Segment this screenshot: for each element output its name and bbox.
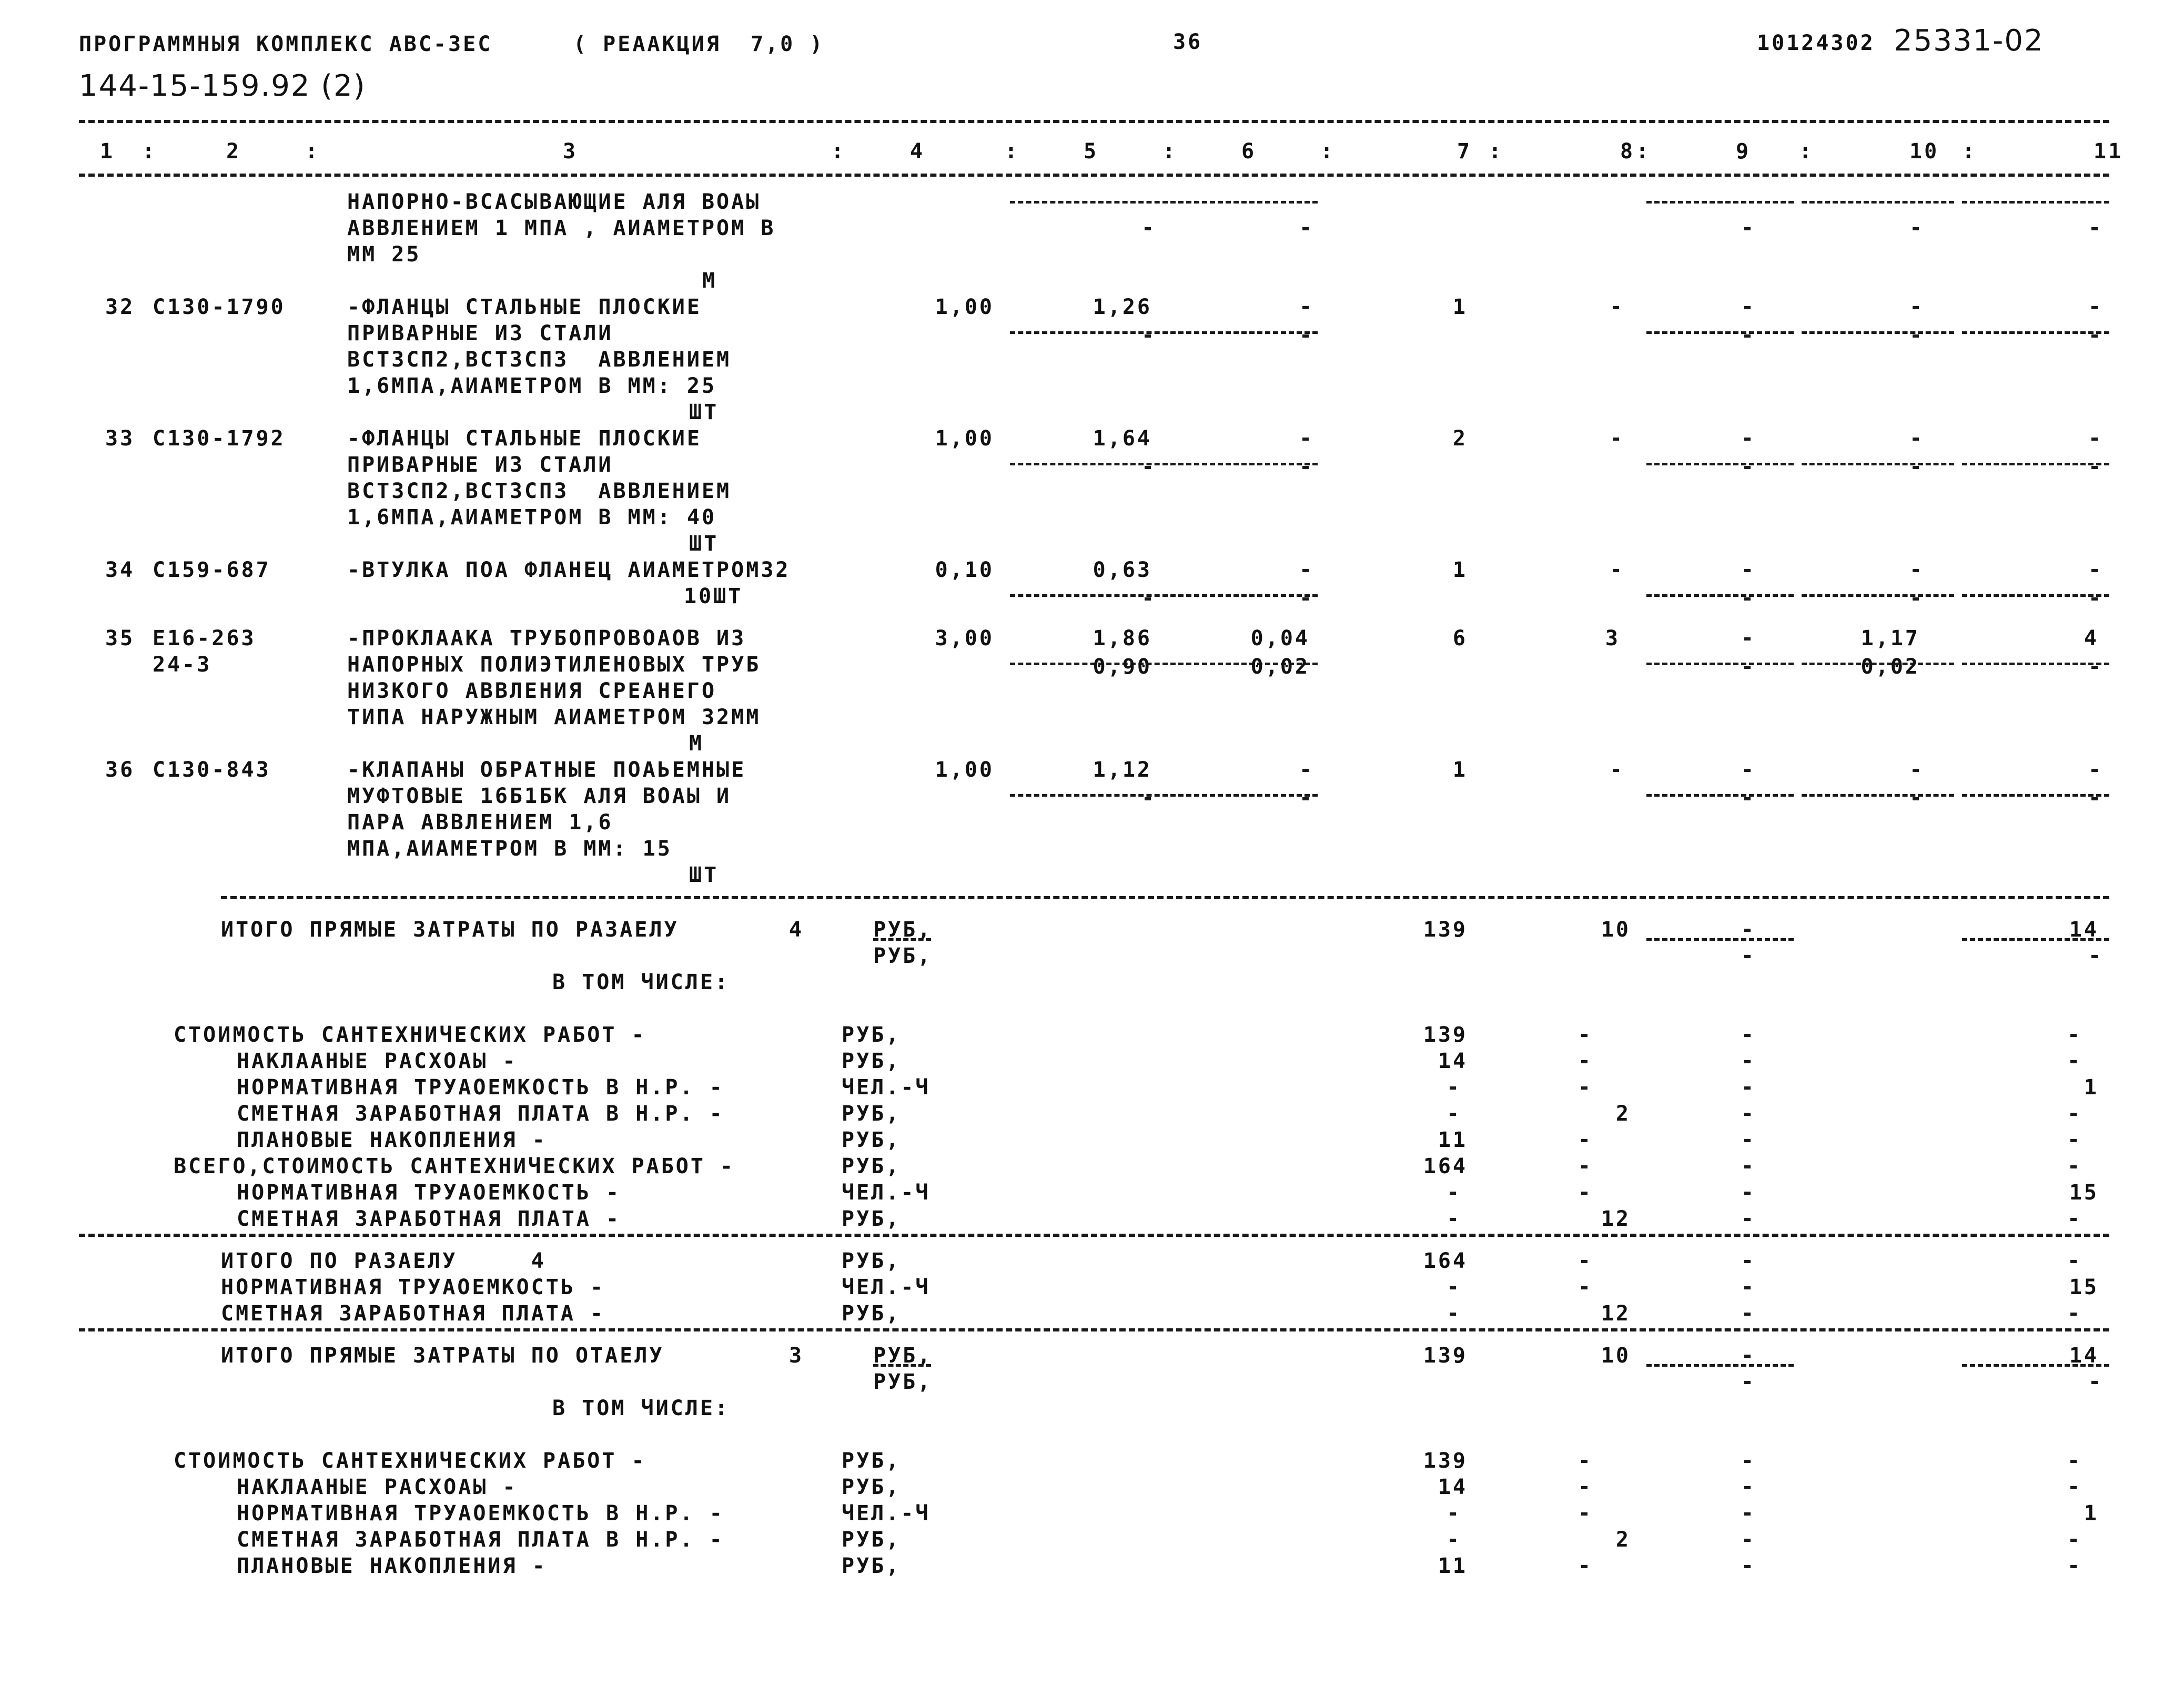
breakdown-row-c8: 2 xyxy=(1615,1102,1631,1126)
empty-value-mark xyxy=(1302,227,1309,230)
item-unit: ШТ xyxy=(689,532,719,556)
item-description-line: ВСТ3СП2,ВСТ3СП3 АВВЛЕНИЕМ xyxy=(347,479,732,503)
subtotal-rule xyxy=(1010,594,1168,597)
subtotal-rule xyxy=(1962,594,2109,597)
empty-value-mark xyxy=(1744,1565,1751,1568)
item-description-line: ВСТ3СП2,ВСТ3СП3 АВВЛЕНИЕМ xyxy=(347,348,732,372)
item-unit-cost: 1,86 xyxy=(1093,626,1152,650)
breakdown-row-label: НОРМАТИВНАЯ ТРУАОЕМКОСТЬ - xyxy=(237,1181,621,1205)
empty-value-mark xyxy=(1744,1260,1751,1263)
empty-value-mark xyxy=(1145,334,1151,338)
breakdown-row-label: НОРМАТИВНАЯ ТРУАОЕМКОСТЬ В Н.Р. - xyxy=(237,1501,724,1526)
breakdown-row-unit: РУБ, xyxy=(842,1475,901,1499)
empty-value-mark xyxy=(1145,797,1151,800)
breakdown-row-unit: РУБ, xyxy=(842,1023,901,1047)
section-total-row-unit: РУБ, xyxy=(842,1302,901,1326)
item-machine-cost: 0,90 xyxy=(1093,655,1152,679)
section-rule xyxy=(79,1328,2109,1331)
empty-value-mark xyxy=(1913,597,1919,601)
page-number: 36 xyxy=(1173,30,1203,54)
breakdown-row-label: СМЕТНАЯ ЗАРАБОТНАЯ ПЛАТА - xyxy=(237,1207,621,1231)
subtotal-rule xyxy=(1802,331,1954,334)
breakdown-row-label: НАКЛААНЫЕ РАСХОАЫ - xyxy=(237,1049,518,1073)
column-separator: : xyxy=(1489,139,1504,164)
breakdown-row-label: ПЛАНОВЫЕ НАКОПЛЕНИЯ - xyxy=(237,1554,547,1578)
subtotal-rule xyxy=(1962,1364,2109,1367)
empty-value-mark xyxy=(1581,1165,1587,1168)
item-description-line: ПРИВАРНЫЕ ИЗ СТАЛИ xyxy=(347,453,613,477)
breakdown-row-unit: ЧЕЛ.-Ч xyxy=(842,1501,931,1526)
column-header-5: 5 xyxy=(1084,139,1099,164)
subtotal-rule xyxy=(1802,201,1954,204)
column-header-2: 2 xyxy=(226,139,241,164)
empty-value-mark xyxy=(1913,438,1919,441)
empty-value-mark xyxy=(1744,1218,1751,1221)
handwritten-code: 25331-02 xyxy=(1894,24,2044,58)
empty-value-mark xyxy=(2070,1034,2077,1037)
item-unit-cost: 1,64 xyxy=(1093,426,1152,451)
column-separator: : xyxy=(305,139,320,164)
empty-value-mark xyxy=(1744,1313,1751,1316)
empty-value-mark xyxy=(1744,1355,1751,1358)
item-number: 33 xyxy=(105,426,135,451)
item-unit-cost: 1,12 xyxy=(1093,758,1152,782)
breakdown-row-unit: РУБ, xyxy=(842,1049,901,1073)
empty-value-mark xyxy=(1581,1512,1587,1516)
empty-value-mark xyxy=(2091,569,2098,572)
empty-value-mark xyxy=(1581,1260,1587,1263)
empty-value-mark xyxy=(1613,769,1619,772)
subtotal-rule xyxy=(1646,331,1794,334)
empty-value-mark xyxy=(1744,334,1751,338)
empty-value-mark xyxy=(1744,1486,1751,1489)
empty-value-mark xyxy=(2091,438,2098,441)
breakdown-row-unit: РУБ, xyxy=(842,1128,901,1152)
subtotal-rule xyxy=(1170,794,1318,797)
subtotal-rule xyxy=(1802,794,1954,797)
item-code: С159-687 xyxy=(153,558,271,582)
carry-over-line: АВВЛЕНИЕМ 1 МПА , АИАМЕТРОМ В xyxy=(347,216,776,240)
item-quantity: 1,00 xyxy=(935,758,994,782)
empty-value-mark xyxy=(1581,1060,1587,1063)
subtotal-rule xyxy=(1962,463,2109,465)
section-total-row-label: ИТОГО ПО РАЗАЕЛУ 4 xyxy=(221,1249,546,1273)
subtotal-rule xyxy=(1010,331,1168,334)
item-unit: ШТ xyxy=(689,400,719,424)
empty-value-mark xyxy=(2070,1139,2077,1142)
item-code: Е16-263 xyxy=(153,626,256,650)
breakdown-row-label: СТОИМОСТЬ САНТЕХНИЧЕСКИХ РАБОТ - xyxy=(174,1449,646,1473)
subtotal-rule xyxy=(1646,594,1794,597)
item-quantity: 0,10 xyxy=(935,558,994,582)
empty-value-mark xyxy=(1744,1086,1751,1090)
empty-value-mark xyxy=(2091,227,2098,230)
empty-value-mark xyxy=(2091,797,2098,800)
empty-value-mark xyxy=(1744,1165,1751,1168)
empty-value-mark xyxy=(2070,1060,2077,1063)
empty-value-mark xyxy=(1913,569,1919,572)
item-description-line: -КЛАПАНЫ ОБРАТНЫЕ ПОАЬЕМНЫЕ xyxy=(347,758,746,782)
item-description-line: ТИПА НАРУЖНЫМ АИАМЕТРОМ 32ММ xyxy=(347,705,761,729)
empty-value-mark xyxy=(1913,227,1919,230)
dept-direct-total-label: ИТОГО ПРЯМЫЕ ЗАТРАТЫ ПО ОТАЕЛУ xyxy=(221,1344,664,1368)
breakdown-row-c8: 2 xyxy=(1615,1528,1631,1552)
empty-value-mark xyxy=(2091,955,2098,958)
subtotal-rule xyxy=(1962,663,2109,665)
column-header-4: 4 xyxy=(910,139,925,164)
subtotal-rule xyxy=(1170,331,1318,334)
item-machine-wage: 0,02 xyxy=(1250,655,1310,679)
subtotal-rule xyxy=(1646,463,1794,465)
empty-value-mark xyxy=(1613,438,1619,441)
empty-value-mark xyxy=(2091,334,2098,338)
empty-value-mark xyxy=(1744,769,1751,772)
document-reference: 144-15-159.92 (2) xyxy=(79,69,366,103)
empty-value-mark xyxy=(2070,1539,2077,1542)
column-separator: : xyxy=(1799,139,1814,164)
item-number: 35 xyxy=(105,626,135,650)
section-direct-total-label: ИТОГО ПРЯМЫЕ ЗАТРАТЫ ПО РАЗАЕЛУ xyxy=(221,918,679,942)
breakdown-row-unit: РУБ, xyxy=(842,1528,901,1552)
unit-rule xyxy=(873,938,931,941)
empty-value-mark xyxy=(1744,1192,1751,1195)
item-description-line: 1,6МПА,АИАМЕТРОМ В ММ: 25 xyxy=(347,374,717,398)
item-unit: ШТ xyxy=(689,863,719,887)
column-separator: : xyxy=(1962,139,1977,164)
subtotal-rule xyxy=(1010,463,1168,465)
breakdown-row-unit: ЧЕЛ.-Ч xyxy=(842,1075,931,1100)
section-total-row-c11: 15 xyxy=(2069,1275,2099,1299)
empty-value-mark xyxy=(2070,1260,2077,1263)
carry-over-line: ММ 25 xyxy=(347,242,421,267)
section-rule xyxy=(221,896,2109,899)
header-rule-bottom xyxy=(79,174,2109,177)
empty-value-mark xyxy=(2091,597,2098,601)
empty-value-mark xyxy=(1913,769,1919,772)
item-number: 34 xyxy=(105,558,135,582)
subtotal-rule xyxy=(1010,794,1168,797)
empty-value-mark xyxy=(2091,1381,2098,1384)
subtotal-rule xyxy=(1646,1364,1794,1367)
item-unit-cost: 1,26 xyxy=(1093,295,1152,319)
section-direct-total-c8: 10 xyxy=(1601,918,1631,942)
empty-value-mark xyxy=(1913,334,1919,338)
empty-value-mark xyxy=(2091,306,2098,309)
empty-value-mark xyxy=(1581,1486,1587,1489)
item-unit: М xyxy=(689,731,704,756)
section-direct-total-unit-2: РУБ, xyxy=(873,944,933,968)
empty-value-mark xyxy=(1581,1460,1587,1463)
column-header-7: 7 xyxy=(1457,139,1472,164)
printed-code: 10124302 xyxy=(1757,31,1875,55)
section-total-row-c8: 12 xyxy=(1601,1302,1631,1326)
item-col10: 1,17 xyxy=(1860,626,1920,650)
section-direct-total-unit: РУБ, xyxy=(873,918,933,942)
breakdown-row-unit: РУБ, xyxy=(842,1207,901,1231)
including-heading: В ТОМ ЧИСЛЕ: xyxy=(552,1396,730,1420)
empty-value-mark xyxy=(1744,955,1751,958)
subtotal-rule xyxy=(1962,938,2109,941)
breakdown-row-c8: 12 xyxy=(1601,1207,1631,1231)
empty-value-mark xyxy=(2070,1313,2077,1316)
empty-value-mark xyxy=(1744,569,1751,572)
unit-rule xyxy=(873,1364,931,1367)
header-rule-top xyxy=(79,120,2109,123)
empty-value-mark xyxy=(1744,1139,1751,1142)
dept-direct-total-c8: 10 xyxy=(1601,1344,1631,1368)
subtotal-rule xyxy=(1962,331,2109,334)
empty-value-mark xyxy=(1302,334,1309,338)
breakdown-row-c11: 15 xyxy=(2069,1181,2099,1205)
dept-direct-total-unit-2: РУБ, xyxy=(873,1370,933,1394)
column-header-6: 6 xyxy=(1241,139,1257,164)
breakdown-row-c7: 164 xyxy=(1423,1154,1468,1178)
item-description-line: -ФЛАНЦЫ СТАЛЬНЫЕ ПЛОСКИЕ xyxy=(347,295,702,319)
column-separator: : xyxy=(1320,139,1336,164)
empty-value-mark xyxy=(1613,306,1619,309)
breakdown-row-c11: 1 xyxy=(2084,1501,2099,1526)
item-description-line: -ФЛАНЦЫ СТАЛЬНЫЕ ПЛОСКИЕ xyxy=(347,426,702,451)
section-direct-total-c11: 14 xyxy=(2069,918,2099,942)
empty-value-mark xyxy=(2070,1565,2077,1568)
item-number: 36 xyxy=(105,758,135,782)
empty-value-mark xyxy=(2070,1113,2077,1116)
section-total-row-c7: 164 xyxy=(1423,1249,1468,1273)
item-description-line: МУФТОВЫЕ 16Б1БК АЛЯ ВОАЫ И xyxy=(347,784,732,808)
subtotal-rule xyxy=(1170,201,1318,204)
item-quantity: 3,00 xyxy=(935,626,994,650)
empty-value-mark xyxy=(1581,1565,1587,1568)
item-unit: 10ШТ xyxy=(684,584,743,608)
subtotal-rule xyxy=(1802,594,1954,597)
empty-value-mark xyxy=(1744,1539,1751,1542)
column-separator: : xyxy=(142,139,157,164)
breakdown-row-label: ВСЕГО,СТОИМОСТЬ САНТЕХНИЧЕСКИХ РАБОТ - xyxy=(174,1154,735,1178)
item-col10-sub: 0,02 xyxy=(1860,655,1920,679)
item-code: 24-3 xyxy=(153,653,212,677)
empty-value-mark xyxy=(1744,1286,1751,1289)
column-separator: : xyxy=(1636,139,1651,164)
breakdown-row-unit: РУБ, xyxy=(842,1449,901,1473)
empty-value-mark xyxy=(2070,1218,2077,1221)
empty-value-mark xyxy=(1450,1512,1456,1516)
item-col11: 4 xyxy=(2084,626,2099,650)
breakdown-row-c11: 1 xyxy=(2084,1075,2099,1100)
empty-value-mark xyxy=(1450,1286,1456,1289)
breakdown-row-c7: 11 xyxy=(1438,1554,1468,1578)
item-unit-wage: 0,04 xyxy=(1250,626,1310,650)
empty-value-mark xyxy=(1744,797,1751,800)
empty-value-mark xyxy=(1613,569,1619,572)
dept-direct-total-c11: 14 xyxy=(2069,1344,2099,1368)
breakdown-row-label: НОРМАТИВНАЯ ТРУАОЕМКОСТЬ В Н.Р. - xyxy=(237,1075,724,1100)
subtotal-rule xyxy=(1962,794,2109,797)
program-title: ПРОГРАММНЫЯ КОМПЛЕКС АВС-3ЕС xyxy=(79,32,493,56)
empty-value-mark xyxy=(1145,466,1151,469)
empty-value-mark xyxy=(1581,1034,1587,1037)
empty-value-mark xyxy=(2091,666,2098,669)
item-total-cost: 6 xyxy=(1452,626,1468,650)
breakdown-row-unit: ЧЕЛ.-Ч xyxy=(842,1181,931,1205)
column-separator: : xyxy=(1005,139,1020,164)
empty-value-mark xyxy=(1450,1086,1456,1090)
section-direct-total-c7: 139 xyxy=(1423,918,1468,942)
subtotal-rule xyxy=(1646,938,1794,941)
item-description-line: НИЗКОГО АВВЛЕНИЯ СРЕАНЕГО xyxy=(347,679,717,703)
empty-value-mark xyxy=(1744,1034,1751,1037)
empty-value-mark xyxy=(1302,466,1309,469)
subtotal-rule xyxy=(1962,201,2109,204)
empty-value-mark xyxy=(1744,438,1751,441)
empty-value-mark xyxy=(1744,597,1751,601)
section-total-row-unit: РУБ, xyxy=(842,1249,901,1273)
empty-value-mark xyxy=(1744,227,1751,230)
breakdown-row-c7: 139 xyxy=(1423,1449,1468,1473)
subtotal-rule xyxy=(1802,463,1954,465)
including-heading: В ТОМ ЧИСЛЕ: xyxy=(552,970,730,994)
breakdown-row-label: СМЕТНАЯ ЗАРАБОТНАЯ ПЛАТА В Н.Р. - xyxy=(237,1528,724,1552)
empty-value-mark xyxy=(1744,1460,1751,1463)
item-description-line: НАПОРНЫХ ПОЛИЭТИЛЕНОВЫХ ТРУБ xyxy=(347,653,761,677)
empty-value-mark xyxy=(1145,597,1151,601)
item-code: С130-843 xyxy=(153,758,271,782)
empty-value-mark xyxy=(1744,306,1751,309)
item-total-cost: 1 xyxy=(1452,558,1468,582)
section-total-row-label: НОРМАТИВНАЯ ТРУАОЕМКОСТЬ - xyxy=(221,1275,605,1299)
column-header-9: 9 xyxy=(1736,139,1751,164)
section-total-row-unit: ЧЕЛ.-Ч xyxy=(842,1275,931,1299)
item-description-line: ПРИВАРНЫЕ ИЗ СТАЛИ xyxy=(347,321,613,345)
empty-value-mark xyxy=(1744,1060,1751,1063)
empty-value-mark xyxy=(1913,797,1919,800)
empty-value-mark xyxy=(1581,1086,1587,1090)
item-description-line: -ВТУЛКА ПОА ФЛАНЕЦ АИАМЕТРОМ32 xyxy=(347,558,791,582)
item-description-line: МПА,АИАМЕТРОМ В ММ: 15 xyxy=(347,837,672,861)
subtotal-rule xyxy=(1646,201,1794,204)
section-rule xyxy=(79,1234,2109,1237)
column-header-10: 10 xyxy=(1909,139,1939,164)
dept-direct-total-c7: 139 xyxy=(1423,1344,1468,1368)
item-description-line: -ПРОКЛААКА ТРУБОПРОВОАОВ ИЗ xyxy=(347,626,746,650)
empty-value-mark xyxy=(1744,1381,1751,1384)
empty-value-mark xyxy=(1145,227,1151,230)
empty-value-mark xyxy=(1744,929,1751,932)
item-quantity: 1,00 xyxy=(935,295,994,319)
empty-value-mark xyxy=(1450,1192,1456,1195)
item-code: С130-1790 xyxy=(153,295,286,319)
item-total-wage: 3 xyxy=(1605,626,1620,650)
empty-value-mark xyxy=(1581,1192,1587,1195)
empty-value-mark xyxy=(1744,1113,1751,1116)
column-separator: : xyxy=(1162,139,1178,164)
empty-value-mark xyxy=(2091,769,2098,772)
column-header-1: 1 xyxy=(100,139,115,164)
empty-value-mark xyxy=(2070,1460,2077,1463)
empty-value-mark xyxy=(1744,466,1751,469)
subtotal-rule xyxy=(1646,794,1794,797)
breakdown-row-c7: 14 xyxy=(1438,1475,1468,1499)
breakdown-row-c7: 139 xyxy=(1423,1023,1468,1047)
subtotal-rule xyxy=(1010,201,1168,204)
empty-value-mark xyxy=(2070,1486,2077,1489)
item-total-cost: 1 xyxy=(1452,295,1468,319)
item-code: С130-1792 xyxy=(153,426,286,451)
breakdown-row-unit: РУБ, xyxy=(842,1554,901,1578)
item-description-line: ПАРА АВВЛЕНИЕМ 1,6 xyxy=(347,810,613,835)
column-header-11: 11 xyxy=(2094,139,2124,164)
item-quantity: 1,00 xyxy=(935,426,994,451)
breakdown-row-c7: 14 xyxy=(1438,1049,1468,1073)
subtotal-rule xyxy=(1170,463,1318,465)
breakdown-row-c7: 11 xyxy=(1438,1128,1468,1152)
carry-over-line: НАПОРНО-ВСАСЫВАЮЩИЕ АЛЯ ВОАЫ xyxy=(347,190,761,214)
dept-direct-total-number: 3 xyxy=(789,1344,804,1368)
empty-value-mark xyxy=(1913,466,1919,469)
breakdown-row-label: СМЕТНАЯ ЗАРАБОТНАЯ ПЛАТА В Н.Р. - xyxy=(237,1102,724,1126)
carry-over-unit: М xyxy=(702,269,717,293)
empty-value-mark xyxy=(1581,1139,1587,1142)
empty-value-mark xyxy=(1744,1512,1751,1516)
breakdown-row-label: НАКЛААНЫЕ РАСХОАЫ - xyxy=(237,1475,518,1499)
section-total-row-label: СМЕТНАЯ ЗАРАБОТНАЯ ПЛАТА - xyxy=(221,1302,605,1326)
item-number: 32 xyxy=(105,295,135,319)
column-header-8: 8 xyxy=(1620,139,1635,164)
breakdown-row-unit: РУБ, xyxy=(842,1154,901,1178)
empty-value-mark xyxy=(2091,466,2098,469)
empty-value-mark xyxy=(1302,797,1309,800)
item-total-cost: 1 xyxy=(1452,758,1468,782)
item-description-line: 1,6МПА,АИАМЕТРОМ В ММ: 40 xyxy=(347,505,717,530)
column-header-3: 3 xyxy=(563,139,578,164)
empty-value-mark xyxy=(1581,1286,1587,1289)
item-unit-cost: 0,63 xyxy=(1093,558,1152,582)
breakdown-row-unit: РУБ, xyxy=(842,1102,901,1126)
breakdown-row-label: СТОИМОСТЬ САНТЕХНИЧЕСКИХ РАБОТ - xyxy=(174,1023,646,1047)
empty-value-mark xyxy=(1302,597,1309,601)
item-total-cost: 2 xyxy=(1452,426,1468,451)
dept-direct-total-unit: РУБ, xyxy=(873,1344,933,1368)
section-direct-total-number: 4 xyxy=(789,918,804,942)
empty-value-mark xyxy=(1913,306,1919,309)
edition-label: ( РЕААКЦИЯ 7,0 ) xyxy=(573,32,825,56)
column-separator: : xyxy=(831,139,846,164)
empty-value-mark xyxy=(2070,1165,2077,1168)
breakdown-row-label: ПЛАНОВЫЕ НАКОПЛЕНИЯ - xyxy=(237,1128,547,1152)
subtotal-rule xyxy=(1170,594,1318,597)
